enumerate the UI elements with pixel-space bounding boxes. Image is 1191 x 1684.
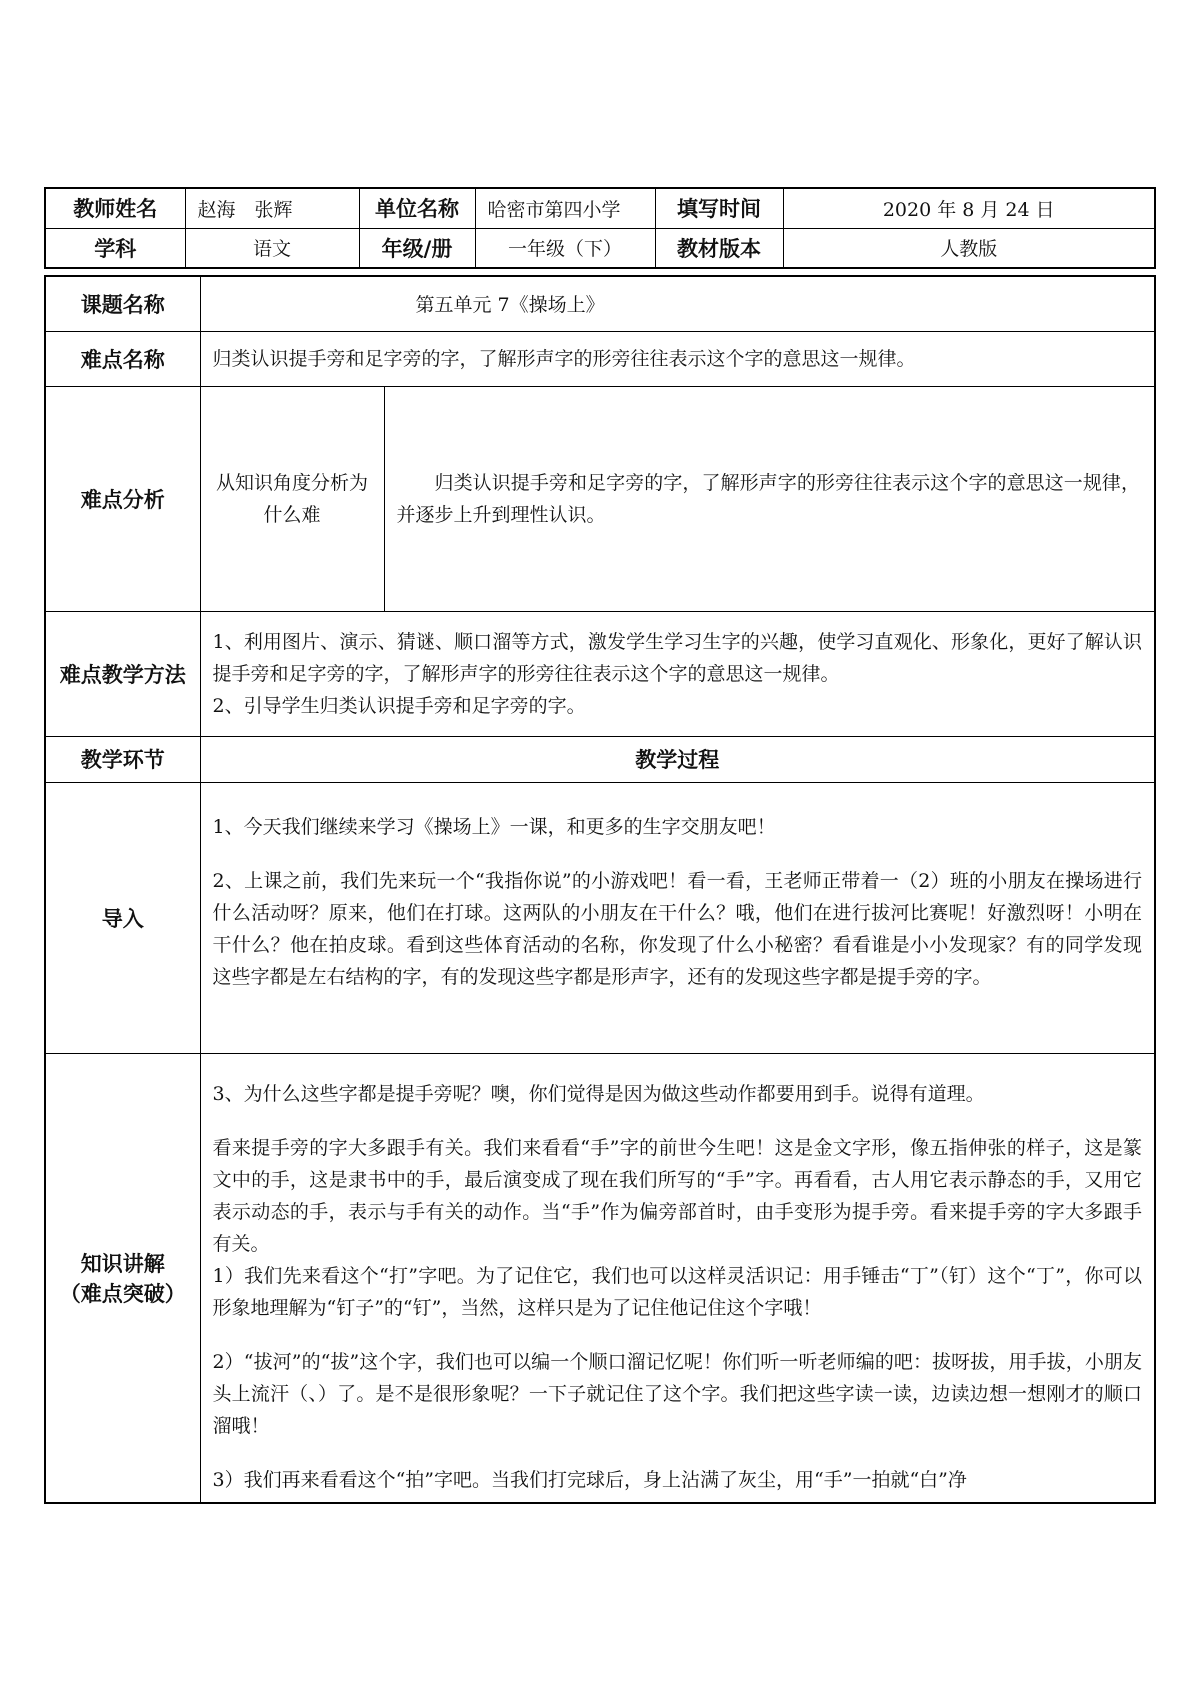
- method-label: 难点教学方法: [45, 611, 200, 736]
- edition-value: 人教版: [783, 228, 1155, 268]
- knowledge-para-1: 3、为什么这些字都是提手旁呢？噢，你们觉得是因为做这些动作都要用到手。说得有道理。: [212, 1082, 985, 1105]
- intro-content: [200, 782, 1155, 1053]
- difficulty-value: [200, 331, 1155, 386]
- knowledge-para-2: 看来提手旁的字大多跟手有关。我们来看看“手”字的前世今生吧！这是金文字形，像五指伸张的样子，这是篆文中的手，这是隶书中的手，最后演变成了现在我们所写的“手”字。再看看，古人用它表示静态的手，又用它表示动态的手，表示与手有关的动作。当“手”作为偏旁部首时，由手变形为提手旁。看来提手旁的字大多跟手有关。: [212, 1136, 1143, 1255]
- knowledge-para-5: 3）我们再来看看这个“拍”字吧。当我们打完球后，身上沾满了灰尘，用“手”一拍就“白”净: [212, 1468, 967, 1491]
- analysis-content: [384, 386, 1155, 611]
- subject-value: 语文: [185, 228, 359, 268]
- topic-value: 第五单元 7《操场上》: [200, 276, 1155, 331]
- method-line-1: 1、利用图片、演示、猜谜、顺口溜等方式，激发学生学习生字的兴趣，使学习直观化、形象化，更好了解认识提手旁和足字旁的字，了解形声字的形旁往往表示这个字的意思这一规律。: [212, 630, 1143, 685]
- analysis-sub-label: 从知识角度分析为什么难: [200, 386, 384, 611]
- main-table: [44, 275, 1156, 1504]
- unit-label: 单位名称: [359, 188, 475, 228]
- stage-header: 教学环节: [45, 736, 200, 782]
- analysis-label: 难点分析: [45, 386, 200, 611]
- knowledge-content: [200, 1053, 1155, 1503]
- knowledge-label: [45, 1053, 200, 1503]
- teacher-value: 赵海 张辉: [185, 188, 359, 228]
- intro-para-1: 1、今天我们继续来学习《操场上》一课，和更多的生字交朋友吧！: [212, 815, 776, 838]
- knowledge-para-4: 2）“拔河”的“拔”这个字，我们也可以编一个顺口溜记忆呢！你们听一听老师编的吧：拔呀拔，用手拔，小朋友头上流汗（、）了。是不是很形象呢？一下子就记住了这个字。我们把这些字读一读，边读边想一想刚才的顺口溜哦！: [212, 1350, 1143, 1437]
- difficulty-label: 难点名称: [45, 331, 200, 386]
- grade-label: 年级/册: [359, 228, 475, 268]
- method-content: [200, 611, 1155, 736]
- analysis-text: 归类认识提手旁和足字旁的字，了解形声字的形旁往往表示这个字的意思这一规律，并逐步上升到理性认识。: [396, 471, 1141, 526]
- topic-label: 课题名称: [45, 276, 200, 331]
- intro-label: 导入: [45, 782, 200, 1053]
- edition-label: 教材版本: [655, 228, 783, 268]
- subject-label: 学科: [45, 228, 185, 268]
- unit-value: 哈密市第四小学: [475, 188, 655, 228]
- difficulty-text: 归类认识提手旁和足字旁的字，了解形声字的形旁往往表示这个字的意思这一规律。: [212, 347, 916, 370]
- process-header: 教学过程: [200, 736, 1155, 782]
- lesson-plan-form: [44, 187, 1154, 1504]
- intro-para-2: 2、上课之前，我们先来玩一个“我指你说”的小游戏吧！看一看，王老师正带着一（2）班的小朋友在操场进行什么活动呀？原来，他们在打球。这两队的小朋友在干什么？哦，他们在进行拔河比赛呢！好激烈呀！小明在干什么？他在拍皮球。看到这些体育活动的名称，你发现了什么小秘密？看看谁是小小发现家？有的同学发现这些字都是左右结构的字，有的发现这些字都是形声字，还有的发现这些字都是提手旁的字。: [212, 869, 1143, 988]
- header-table: [44, 187, 1156, 269]
- method-line-2: 2、引导学生归类认识提手旁和足字旁的字。: [212, 694, 586, 717]
- date-label: 填写时间: [655, 188, 783, 228]
- date-value: 2020 年 8 月 24 日: [783, 188, 1155, 228]
- grade-value: 一年级（下）: [475, 228, 655, 268]
- teacher-label: 教师姓名: [45, 188, 185, 228]
- knowledge-para-3: 1）我们先来看这个“打”字吧。为了记住它，我们也可以这样灵活识记：用手锤击“丁”（钉）这个“丁”，你可以形象地理解为“钉子”的“钉”，当然，这样只是为了记住他记住这个字哦！: [212, 1264, 1143, 1319]
- knowledge-label-line1: 知识讲解: [80, 1251, 165, 1276]
- knowledge-label-line2: （难点突破）: [59, 1281, 186, 1306]
